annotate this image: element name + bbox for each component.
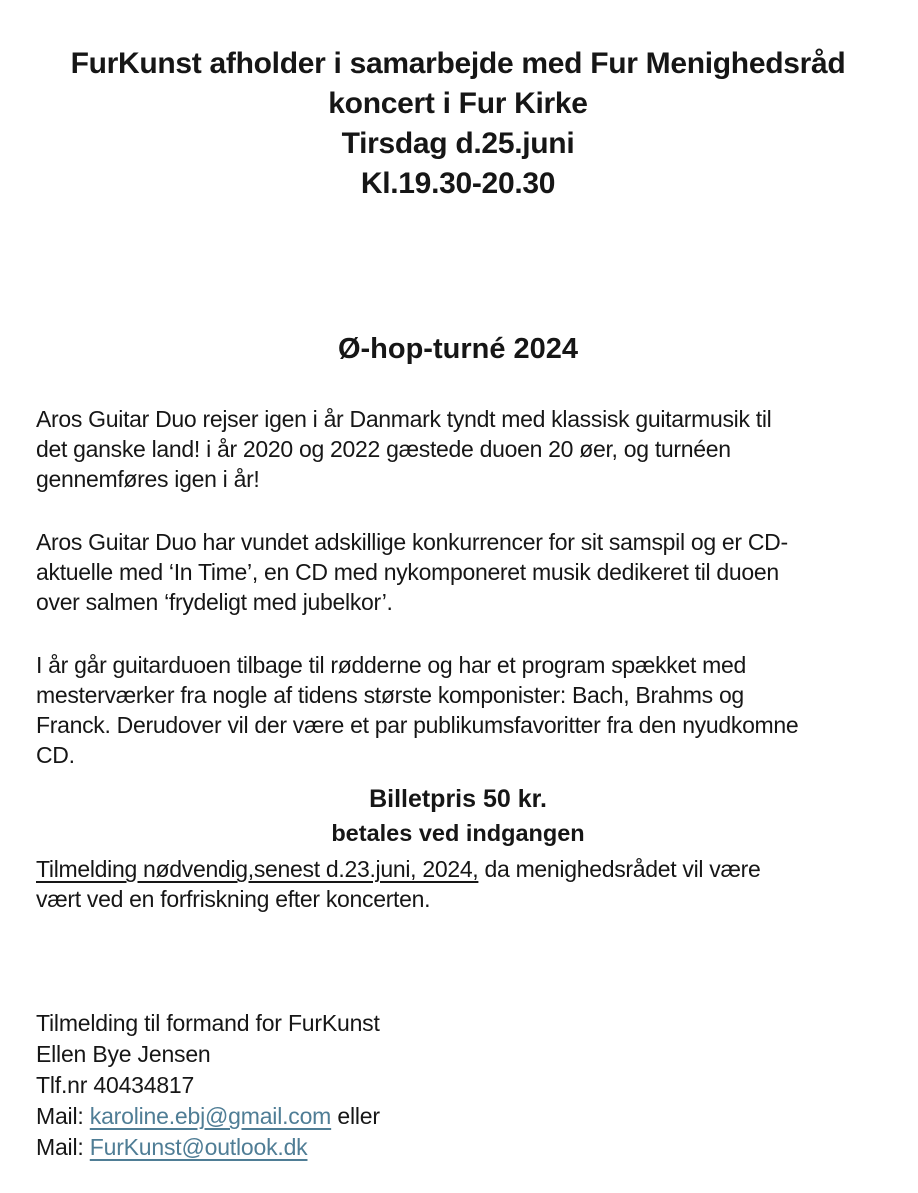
tour-heading: Ø-hop-turné 2024 (337, 333, 579, 365)
contact-mail-2 (36, 1132, 880, 1163)
paragraph-cd-line-1: Aros Guitar Duo har vundet adskillige konkurrencer for sit samspil og er CD- (36, 529, 788, 555)
registration-deadline: Tilmelding nødvendig,senest d.23.juni, 2024, (36, 856, 479, 882)
mail-label-1: Mail: (36, 1103, 90, 1129)
contact-mail-1 (36, 1101, 880, 1132)
paragraph-intro-line-2: det ganske land! i år 2020 og 2022 gæstede duoen 20 øer, og turnéen (36, 436, 731, 462)
paragraph-cd-line-2: aktuelle med ‘In Time’, en CD med nykomponeret musik dedikeret til duoen (36, 559, 779, 585)
mail-label-2: Mail: (36, 1134, 90, 1160)
paragraph-program (36, 650, 880, 770)
registration-note-line-2: vært ved en forfriskning efter koncerten. (36, 886, 431, 912)
registration-deadline-rest: da menighedsrådet vil være (478, 856, 761, 882)
document-page (0, 44, 918, 1193)
paragraph-intro-line-1: Aros Guitar Duo rejser igen i år Danmark tyndt med klassisk guitarmusik til (36, 406, 772, 432)
event-title-line-1: FurKunst afholder i samarbejde med Fur Menighedsråd (70, 47, 846, 80)
paragraph-intro-line-3: gennemføres igen i år! (36, 466, 260, 492)
contact-heading: Tilmelding til formand for FurKunst (36, 1010, 380, 1036)
mail-suffix-eller: eller (331, 1103, 380, 1129)
paragraph-program-line-3: Franck. Derudover vil der være et par publikumsfavoritter fra den nyudkomne (36, 712, 799, 738)
paragraph-program-line-2: mesterværker fra nogle af tidens største komponister: Bach, Brahms og (36, 682, 744, 708)
event-title (36, 44, 880, 204)
ticket-payment: betales ved indgangen (331, 820, 585, 846)
registration-note-line-1 (36, 854, 880, 884)
contact-block (36, 1008, 880, 1163)
contact-name: Ellen Bye Jensen (36, 1041, 211, 1067)
event-title-line-3: Tirsdag d.25.juni (341, 127, 575, 160)
contact-phone: Tlf.nr 40434817 (36, 1072, 195, 1098)
ticket-price: Billetpris 50 kr. (369, 785, 547, 813)
event-title-line-4: Kl.19.30-20.30 (360, 167, 556, 200)
paragraph-program-line-4: CD. (36, 742, 75, 768)
paragraph-cd-line-3: over salmen ‘frydeligt med jubelkor’. (36, 589, 393, 615)
paragraph-intro (36, 404, 880, 494)
paragraph-program-line-1: I år går guitarduoen tilbage til rødderne og har et program spækket med (36, 652, 746, 678)
registration-note (36, 854, 880, 914)
email-link-outlook[interactable]: FurKunst@outlook.dk (89, 1134, 308, 1160)
event-title-line-2: koncert i Fur Kirke (328, 87, 588, 120)
email-link-gmail[interactable]: karoline.ebj@gmail.com (89, 1103, 332, 1129)
paragraph-cd (36, 527, 880, 617)
